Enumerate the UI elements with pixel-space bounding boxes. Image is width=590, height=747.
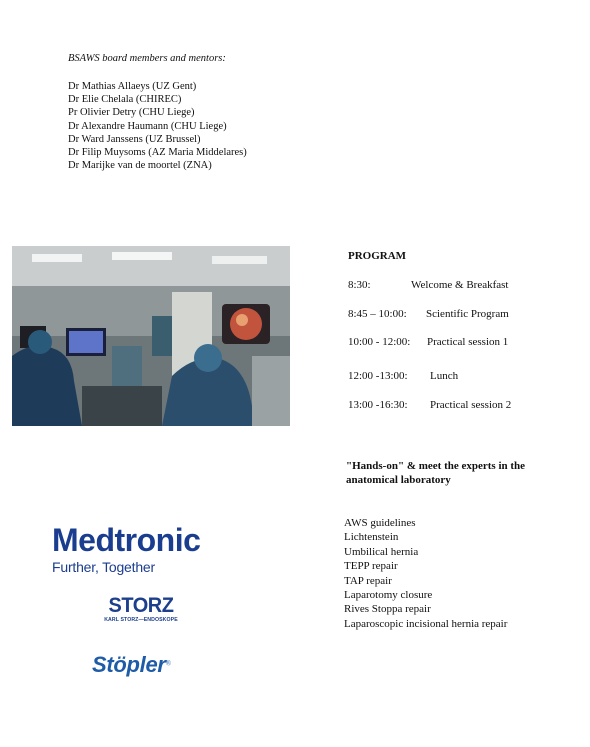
stopler-name: Stöpler [92,652,166,677]
list-item: Umbilical hernia [344,545,419,558]
schedule-time: 8:30: [348,279,371,291]
medtronic-logo [52,522,200,575]
stopler-logo [92,652,171,678]
schedule-time: 8:45 – 10:00: [348,308,407,320]
program-title: PROGRAM [348,250,407,262]
list-item: Dr Filip Muysoms (AZ Maria Middelares) [68,147,247,159]
list-item: Dr Marijke van de moortel (ZNA) [68,160,212,172]
storz-logo [94,595,188,623]
schedule-row [348,399,512,411]
schedule-row [348,279,509,291]
board-member-list [68,80,247,172]
list-item: Laparoscopic incisional hernia repair [344,617,508,630]
medtronic-tagline: Further, Together [52,559,155,575]
list-item: TAP repair [344,574,392,587]
schedule-row [348,370,459,382]
storz-name: STORZ [108,594,174,617]
list-item: Dr Ward Janssens (UZ Brussel) [68,133,201,145]
schedule-row [348,336,509,348]
schedule-time: 10:00 - 12:00: [348,336,411,348]
schedule-event: Practical session 2 [430,399,512,411]
list-item: TEPP repair [344,560,398,573]
schedule-event: Scientific Program [426,308,509,320]
registered-mark: ® [165,659,172,668]
schedule-time: 13:00 -16:30: [348,399,408,411]
operating-room-photo [12,246,290,426]
list-item: Dr Elie Chelala (CHIREC) [68,94,182,106]
schedule-time: 12:00 -13:00: [348,370,408,382]
topic-list [344,516,507,631]
list-item: AWS guidelines [344,517,416,529]
storz-subtitle: KARL STORZ—ENDOSKOPE [104,617,178,623]
list-item: Laparotomy closure [344,589,433,602]
list-item: Rives Stoppa repair [344,603,431,616]
list-item: Pr Olivier Detry (CHU Liege) [68,107,195,119]
board-title: BSAWS board members and mentors: [68,53,226,64]
list-item: Dr Mathias Allaeys (UZ Gent) [68,81,197,92]
list-item: Dr Alexandre Haumann (CHU Liege) [68,120,227,132]
hands-on-title: "Hands-on" & meet the experts in the anatomical laboratory [346,460,526,486]
schedule-event: Practical session 1 [427,336,509,348]
medtronic-name: Medtronic [52,522,201,558]
schedule-event: Welcome & Breakfast [411,279,509,291]
schedule-event: Lunch [430,370,459,382]
schedule-row [348,308,509,320]
list-item: Lichtenstein [344,531,399,544]
